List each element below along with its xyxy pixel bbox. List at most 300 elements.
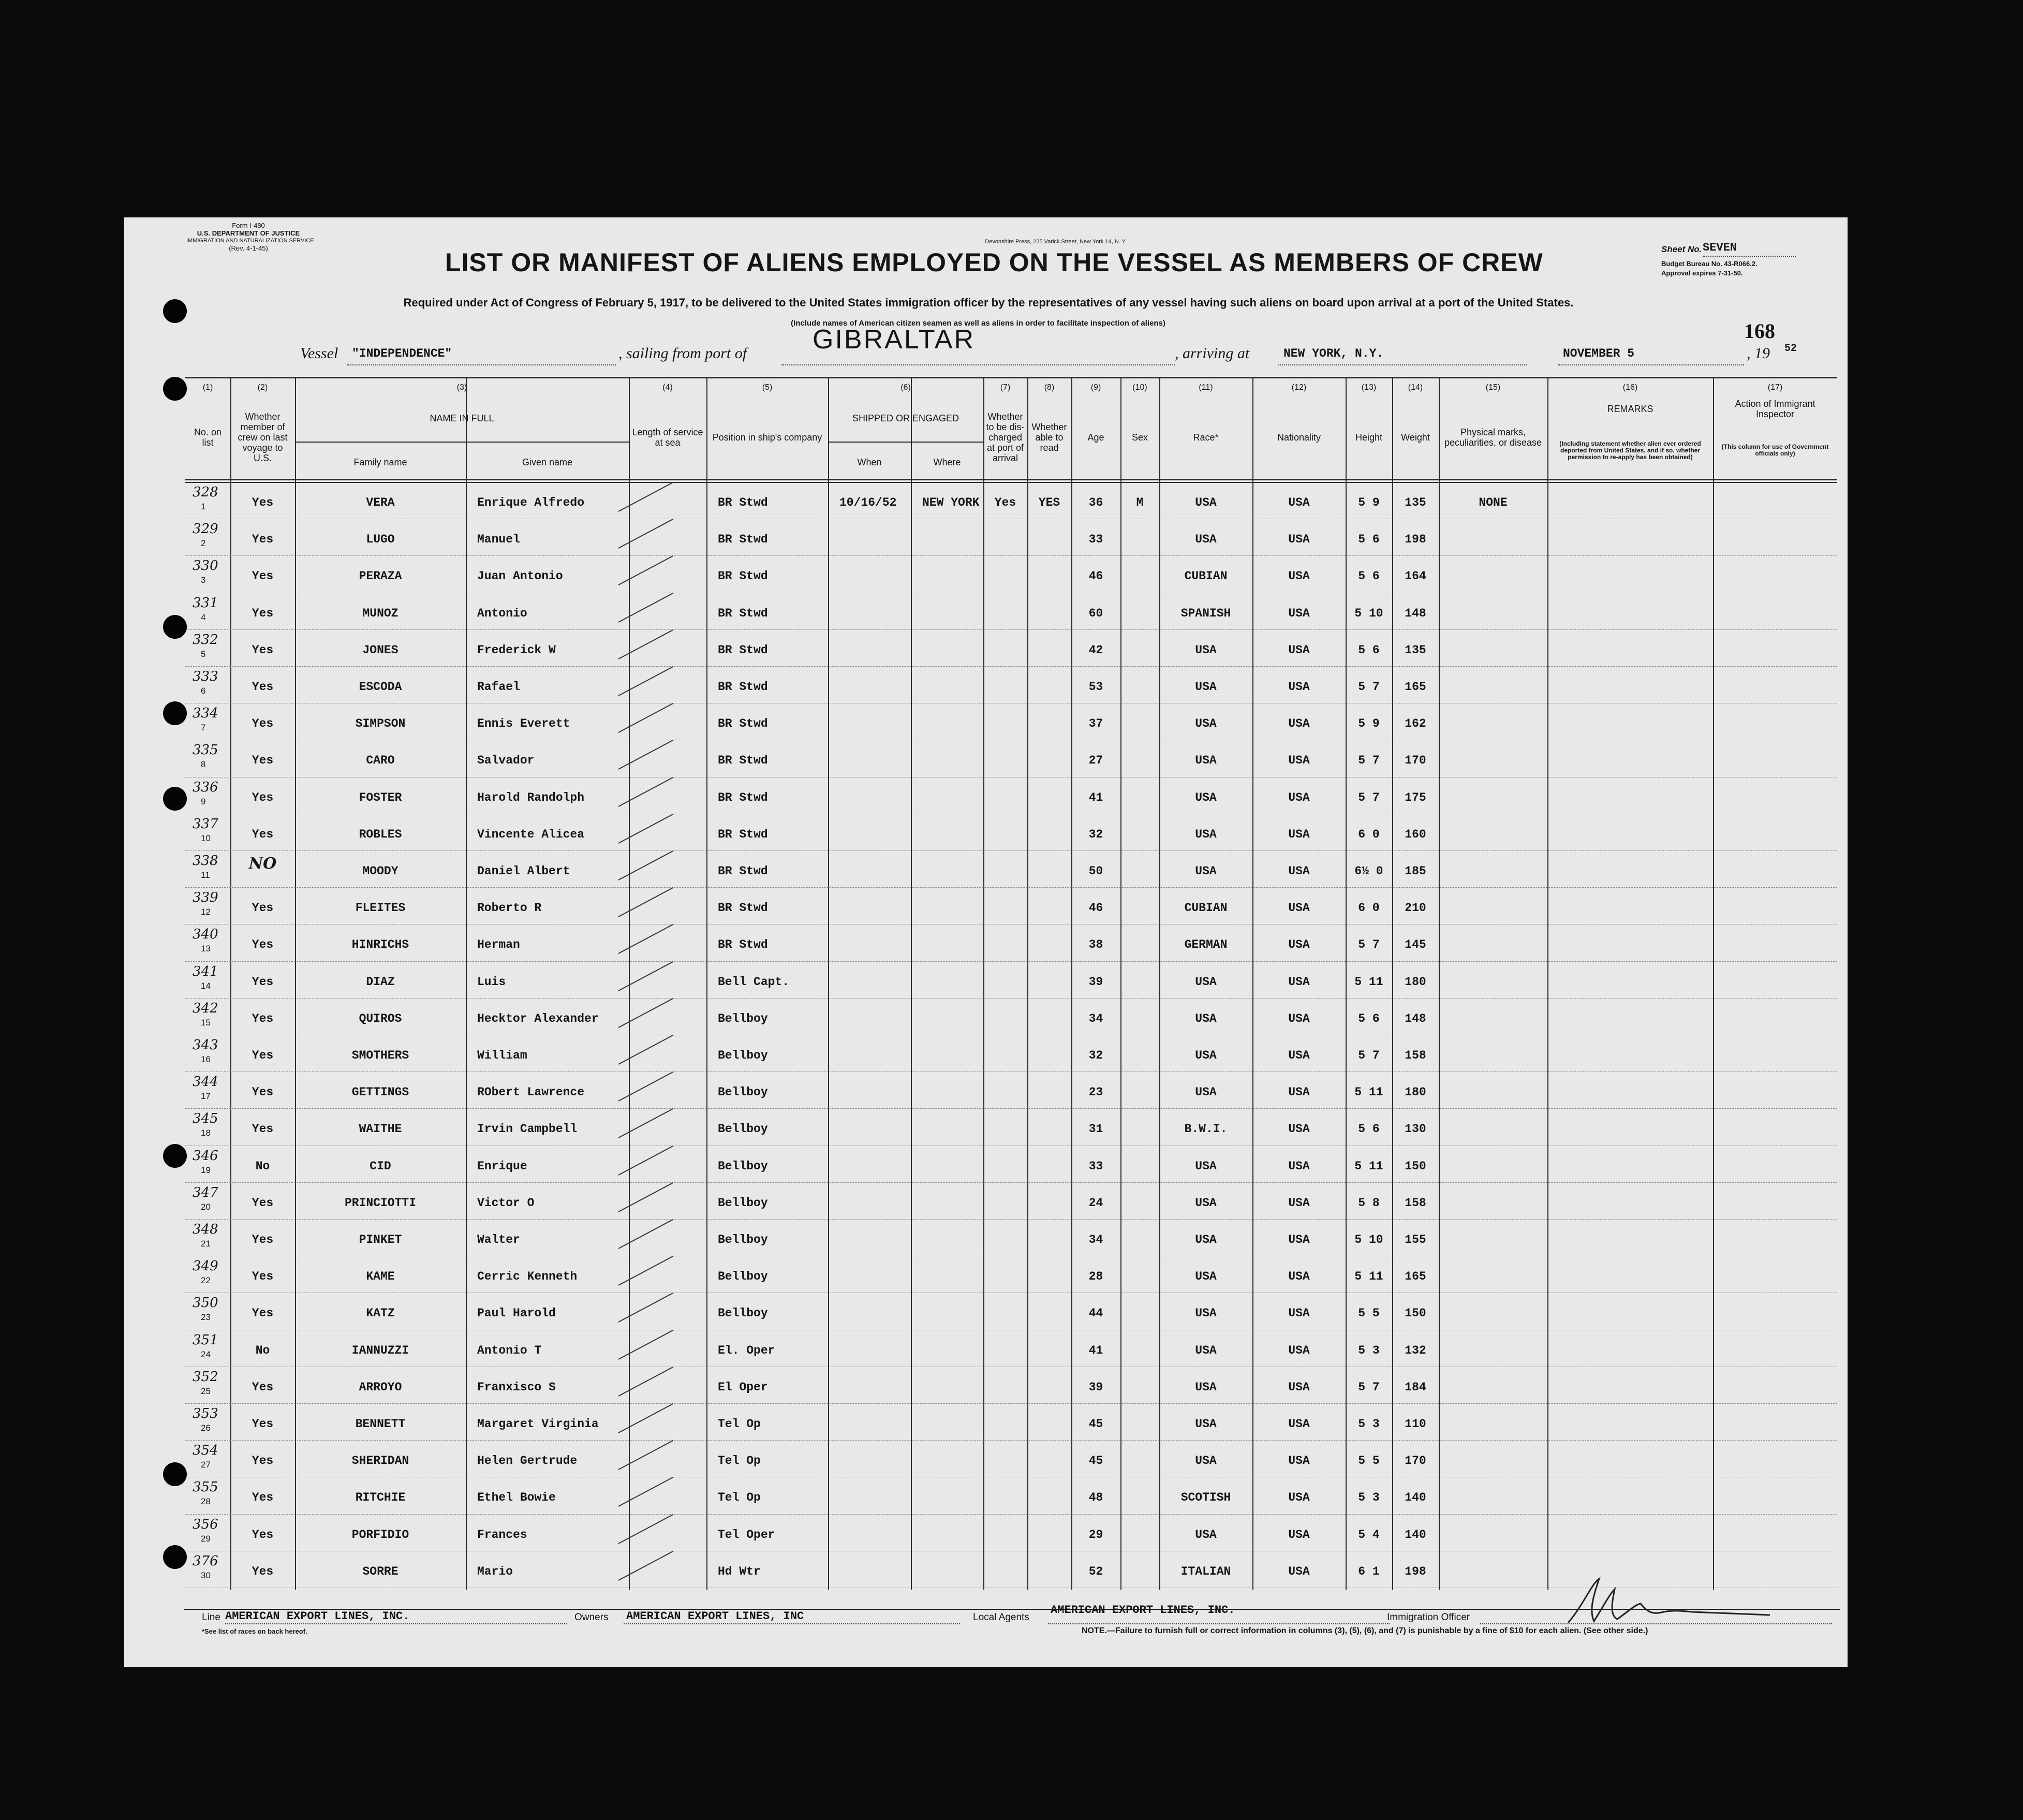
cell-family: GETTINGS xyxy=(351,1085,409,1099)
punch-hole xyxy=(163,1545,187,1569)
cell-age: 31 xyxy=(1088,1122,1103,1136)
cell-age: 45 xyxy=(1088,1454,1103,1468)
cell-family: ESCODA xyxy=(359,680,402,694)
service-slash-mark xyxy=(618,961,674,991)
cell-weight: 148 xyxy=(1405,1011,1426,1025)
table-row xyxy=(124,1000,1848,1037)
cell-family: MUNOZ xyxy=(362,606,398,620)
cell-position: BR Stwd xyxy=(718,569,768,583)
cell-family: CID xyxy=(370,1159,391,1173)
list-number: 341 xyxy=(193,963,218,979)
cell-crew: No xyxy=(255,1159,270,1173)
cell-age: 34 xyxy=(1088,1233,1103,1246)
cell-position: Bellboy xyxy=(718,1233,768,1246)
cell-age: 27 xyxy=(1088,754,1103,768)
service-slash-mark xyxy=(618,887,674,917)
column-number: (11) xyxy=(1199,383,1213,392)
table-row xyxy=(124,557,1848,594)
cell-position: BR Stwd xyxy=(718,643,768,657)
cell-position: Tel Op xyxy=(718,1417,761,1431)
cell-height: 6 0 xyxy=(1358,901,1380,915)
table-row xyxy=(124,742,1848,779)
shipped-subdivider xyxy=(911,442,912,479)
cell-age: 28 xyxy=(1088,1270,1103,1284)
cell-weight: 180 xyxy=(1405,1085,1426,1099)
cell-position: BR Stwd xyxy=(718,496,768,509)
races-note: *See list of races on back hereof. xyxy=(202,1627,307,1635)
cell-given: Luis xyxy=(477,975,506,989)
cell-given: Antonio xyxy=(477,606,527,620)
year-prefix: , 19 xyxy=(1747,345,1770,362)
list-number: 356 xyxy=(193,1516,218,1532)
cell-height: 5 9 xyxy=(1358,717,1380,731)
cell-weight: 160 xyxy=(1405,827,1426,841)
cell-age: 41 xyxy=(1088,790,1103,804)
header-given-name: Given name xyxy=(522,457,573,467)
cell-age: 44 xyxy=(1088,1307,1103,1320)
column-number: (10) xyxy=(1132,383,1147,392)
cell-nationality: USA xyxy=(1288,1528,1310,1542)
cell-race: USA xyxy=(1195,790,1217,804)
header-family-name: Family name xyxy=(353,457,407,467)
table-row xyxy=(124,1405,1848,1442)
line-label: Line xyxy=(202,1612,220,1623)
cell-height: 5 6 xyxy=(1358,643,1380,657)
cell-position: BR Stwd xyxy=(718,680,768,694)
cell-when: 10/16/52 xyxy=(839,496,897,509)
list-number: 329 xyxy=(193,521,218,537)
page-title: LIST OR MANIFEST OF ALIENS EMPLOYED ON THE VESSEL AS MEMBERS OF CREW xyxy=(445,248,1543,277)
line-number: 13 xyxy=(201,944,211,954)
cell-weight: 155 xyxy=(1405,1233,1426,1246)
service-slash-mark xyxy=(618,1072,674,1102)
cell-family: PORFIDIO xyxy=(351,1528,409,1542)
punch-hole xyxy=(163,1144,187,1168)
cell-given: Vincente Alicea xyxy=(477,827,585,841)
cell-race: SCOTISH xyxy=(1180,1491,1231,1505)
list-number: 334 xyxy=(193,706,218,722)
cell-nationality: USA xyxy=(1288,1122,1310,1136)
service-slash-mark xyxy=(618,1329,674,1359)
column-number: (14) xyxy=(1408,383,1423,392)
list-number: 343 xyxy=(193,1037,218,1053)
header-weight: Weight xyxy=(1401,432,1430,443)
cell-family: LUGO xyxy=(366,533,395,547)
cell-position: Tel Oper xyxy=(718,1528,775,1542)
cell-given: RObert Lawrence xyxy=(477,1085,585,1099)
column-number: (2) xyxy=(257,383,268,392)
cell-crew: Yes xyxy=(252,643,274,657)
cell-given: Daniel Albert xyxy=(477,864,570,878)
cell-weight: 162 xyxy=(1405,717,1426,731)
column-number: (12) xyxy=(1291,383,1307,392)
cell-nationality: USA xyxy=(1288,1491,1310,1505)
sailing-label: , sailing from port of xyxy=(618,345,747,362)
cell-age: 46 xyxy=(1088,901,1103,915)
cell-given: Victor O xyxy=(477,1196,535,1210)
service-slash-mark xyxy=(618,1367,674,1397)
service-slash-mark xyxy=(618,814,674,844)
service-slash-mark xyxy=(618,1551,674,1581)
list-number: 353 xyxy=(193,1406,218,1421)
cell-given: Herman xyxy=(477,938,520,952)
cell-position: BR Stwd xyxy=(718,717,768,731)
cell-nationality: USA xyxy=(1288,1343,1310,1357)
line-number: 5 xyxy=(201,649,206,659)
cell-crew: Yes xyxy=(252,533,274,547)
cell-crew: Yes xyxy=(252,1233,274,1246)
cell-crew: Yes xyxy=(252,1049,274,1062)
cell-height: 5 3 xyxy=(1358,1343,1380,1357)
header-position: Position in ship's company xyxy=(712,432,822,443)
cell-height: 5 7 xyxy=(1358,680,1380,694)
list-number: 330 xyxy=(193,558,218,574)
cell-family: ROBLES xyxy=(359,827,402,841)
line-number: 2 xyxy=(201,538,206,549)
cell-position: Tel Op xyxy=(718,1454,761,1468)
form-number: Form I-480 xyxy=(232,222,265,229)
line-number: 8 xyxy=(201,759,206,770)
cell-age: 41 xyxy=(1088,1343,1103,1357)
line-number: 14 xyxy=(201,980,211,991)
cell-age: 29 xyxy=(1088,1528,1103,1542)
line-number: 16 xyxy=(201,1054,211,1064)
cell-crew: Yes xyxy=(252,1011,274,1025)
cell-nationality: USA xyxy=(1288,1049,1310,1062)
cell-nationality: USA xyxy=(1288,1380,1310,1394)
cell-family: SORRE xyxy=(362,1564,398,1578)
cell-race: CUBIAN xyxy=(1184,569,1228,583)
vessel-name: "INDEPENDENCE" xyxy=(352,347,452,360)
list-number: 347 xyxy=(193,1184,218,1200)
list-number: 335 xyxy=(193,742,218,758)
cell-nationality: USA xyxy=(1288,1270,1310,1284)
punch-hole xyxy=(163,615,187,639)
shipped-subheader-rule xyxy=(828,442,983,443)
cell-family: PRINCIOTTI xyxy=(344,1196,417,1210)
cell-family: RITCHIE xyxy=(355,1491,406,1505)
cell-family: KATZ xyxy=(366,1307,395,1320)
cell-position: BR Stwd xyxy=(718,901,768,915)
table-row xyxy=(124,1442,1848,1479)
cell-race: USA xyxy=(1195,1196,1217,1210)
cell-family: FLEITES xyxy=(355,901,406,915)
cell-nationality: USA xyxy=(1288,975,1310,989)
cell-age: 32 xyxy=(1088,1049,1103,1062)
cell-race: GERMAN xyxy=(1184,938,1228,952)
cell-race: USA xyxy=(1195,1233,1217,1246)
cell-where: NEW YORK xyxy=(922,496,980,509)
service-slash-mark xyxy=(618,555,674,585)
table-row xyxy=(124,1258,1848,1295)
line-number: 27 xyxy=(201,1460,211,1470)
line-number: 18 xyxy=(201,1128,211,1138)
cell-crew: Yes xyxy=(252,1122,274,1136)
list-number: 348 xyxy=(193,1222,218,1237)
table-row xyxy=(124,521,1848,557)
line-value: AMERICAN EXPORT LINES, INC. xyxy=(225,1610,410,1623)
punch-hole xyxy=(163,377,187,401)
cell-position: Tel Op xyxy=(718,1491,761,1505)
header-age: Age xyxy=(1087,432,1104,443)
table-row xyxy=(124,963,1848,1000)
cell-position: El. Oper xyxy=(718,1343,775,1357)
service-slash-mark xyxy=(618,998,674,1028)
cell-height: 5 7 xyxy=(1358,1380,1380,1394)
cell-race: CUBIAN xyxy=(1184,901,1228,915)
table-row xyxy=(124,1074,1848,1110)
column-number: (7) xyxy=(1000,383,1011,392)
sheet-underline xyxy=(1703,256,1796,257)
cell-position: Bell Capt. xyxy=(718,975,790,989)
cell-age: 34 xyxy=(1088,1011,1103,1025)
department-name: U.S. DEPARTMENT OF JUSTICE xyxy=(197,229,300,237)
cell-given: Rafael xyxy=(477,680,520,694)
table-row xyxy=(124,1184,1848,1221)
cell-position: El Oper xyxy=(718,1380,768,1394)
printer-imprint: Devonshire Press, 225 Varick Street, New York 14, N. Y. xyxy=(985,239,1127,245)
line-number: 25 xyxy=(201,1386,211,1396)
line-number: 26 xyxy=(201,1423,211,1433)
subtitle-note: (Include names of American citizen seamen as well as aliens in order to facilitate inspection of aliens) xyxy=(791,319,1165,328)
cell-weight: 130 xyxy=(1405,1122,1426,1136)
cell-given: Salvador xyxy=(477,754,535,768)
list-number: 355 xyxy=(193,1479,218,1495)
cell-crew: Yes xyxy=(252,975,274,989)
line-number: 17 xyxy=(201,1091,211,1102)
line-number: 21 xyxy=(201,1239,211,1249)
cell-weight: 132 xyxy=(1405,1343,1426,1357)
name-subheader-rule xyxy=(295,442,629,443)
header-sex: Sex xyxy=(1131,432,1148,443)
header-length-service: Length of service at sea xyxy=(632,427,703,448)
cell-height: 6½ 0 xyxy=(1354,864,1383,878)
cell-age: 36 xyxy=(1088,496,1103,509)
cell-height: 5 8 xyxy=(1358,1196,1380,1210)
table-row xyxy=(124,705,1848,742)
service-slash-mark xyxy=(618,1219,674,1249)
vessel-underline xyxy=(347,364,616,365)
header-remarks: REMARKS xyxy=(1607,404,1653,414)
list-number: 346 xyxy=(193,1148,218,1164)
cell-nationality: USA xyxy=(1288,717,1310,731)
list-number: 336 xyxy=(193,779,218,795)
service-slash-mark xyxy=(618,519,674,549)
cell-age: 38 xyxy=(1088,938,1103,952)
cell-weight: 185 xyxy=(1405,864,1426,878)
cell-family: HINRICHS xyxy=(351,938,409,952)
table-row xyxy=(124,926,1848,963)
cell-height: 5 9 xyxy=(1358,496,1380,509)
cell-crew: Yes xyxy=(252,1307,274,1320)
service-slash-mark xyxy=(618,666,674,696)
list-number: 340 xyxy=(193,927,218,943)
cell-family: VERA xyxy=(366,496,395,509)
header-action-note: (This column for use of Government officials only) xyxy=(1721,443,1829,457)
cell-given: Frances xyxy=(477,1528,527,1542)
cell-read: YES xyxy=(1038,496,1060,509)
cell-position: BR Stwd xyxy=(718,533,768,547)
list-number: 332 xyxy=(193,632,218,648)
cell-race: USA xyxy=(1195,1528,1217,1542)
header-no-on-list: No. on list xyxy=(194,427,222,448)
sailing-port: GIBRALTAR xyxy=(813,325,976,355)
cell-position: Bellboy xyxy=(718,1307,768,1320)
cell-nationality: USA xyxy=(1288,606,1310,620)
header-where: Where xyxy=(933,457,961,467)
cell-height: 5 6 xyxy=(1358,569,1380,583)
cell-given: Manuel xyxy=(477,533,520,547)
service-slash-mark xyxy=(618,1145,674,1175)
cell-family: ARROYO xyxy=(359,1380,402,1394)
cell-race: USA xyxy=(1195,1307,1217,1320)
table-row xyxy=(124,1369,1848,1405)
cell-crew: Yes xyxy=(252,1085,274,1099)
service-slash-mark xyxy=(618,482,674,512)
cell-height: 5 7 xyxy=(1358,1049,1380,1062)
cell-height: 5 7 xyxy=(1358,790,1380,804)
cell-height: 5 6 xyxy=(1358,1011,1380,1025)
cell-crew: Yes xyxy=(252,790,274,804)
table-header-rule-2 xyxy=(185,482,1837,483)
table-top-rule xyxy=(185,377,1837,378)
list-number: 333 xyxy=(193,669,218,684)
service-slash-mark xyxy=(618,1035,674,1065)
subtitle: Required under Act of Congress of February 5, 1917, to be delivered to the United States immigration officer by the representatives of any vessel having such aliens on board upon arrival at a port of the United States. xyxy=(403,296,1574,309)
cell-given: Enrique Alfredo xyxy=(477,496,585,509)
cell-weight: 150 xyxy=(1405,1307,1426,1320)
cell-family: SMOTHERS xyxy=(351,1049,409,1062)
line-number: 22 xyxy=(201,1275,211,1286)
cell-race: USA xyxy=(1195,1049,1217,1062)
penalty-note: NOTE.—Failure to furnish full or correct information in columns (3), (5), (6), and (7) is punishable by a fine of $10 for each alien. (See other side.) xyxy=(1082,1626,1648,1635)
cell-race: USA xyxy=(1195,1270,1217,1284)
line-number: 1 xyxy=(201,502,206,511)
cell-discharged: Yes xyxy=(994,496,1016,509)
cell-weight: 135 xyxy=(1405,496,1426,509)
cell-weight: 140 xyxy=(1405,1528,1426,1542)
cell-age: 42 xyxy=(1088,643,1103,657)
table-row xyxy=(124,853,1848,889)
cell-family: BENNETT xyxy=(355,1417,406,1431)
line-number: 30 xyxy=(201,1570,211,1580)
cell-given: Paul Harold xyxy=(477,1307,556,1320)
cell-weight: 180 xyxy=(1405,975,1426,989)
cell-given: Ethel Bowie xyxy=(477,1491,556,1505)
cell-height: 5 11 xyxy=(1354,1270,1383,1284)
cell-nationality: USA xyxy=(1288,1417,1310,1431)
cell-nationality: USA xyxy=(1288,790,1310,804)
cell-height: 5 6 xyxy=(1358,1122,1380,1136)
cell-crew: Yes xyxy=(252,901,274,915)
cell-weight: 165 xyxy=(1405,1270,1426,1284)
cell-given: Antonio T xyxy=(477,1343,542,1357)
line-underline xyxy=(225,1623,567,1624)
list-number: 339 xyxy=(193,890,218,906)
cell-weight: 148 xyxy=(1405,606,1426,620)
column-number: (8) xyxy=(1044,383,1055,392)
arriving-label: , arriving at xyxy=(1175,345,1250,362)
cell-given: Frederick W xyxy=(477,643,556,657)
cell-family: SIMPSON xyxy=(355,717,406,731)
table-row xyxy=(124,632,1848,668)
budget-bureau: Budget Bureau No. 43-R066.2. xyxy=(1661,260,1758,268)
service-name: IMMIGRATION AND NATURALIZATION SERVICE xyxy=(186,238,314,244)
table-row xyxy=(124,668,1848,705)
cell-given: Juan Antonio xyxy=(477,569,563,583)
list-number: 344 xyxy=(193,1074,218,1090)
service-slash-mark xyxy=(618,629,674,659)
cell-race: USA xyxy=(1195,1454,1217,1468)
column-number: (5) xyxy=(762,383,773,392)
cell-family: KAME xyxy=(366,1270,395,1284)
line-number: 12 xyxy=(201,907,211,917)
cell-age: 37 xyxy=(1088,717,1103,731)
cell-weight: 198 xyxy=(1405,1564,1426,1578)
cell-crew: Yes xyxy=(252,606,274,620)
cell-race: USA xyxy=(1195,1380,1217,1394)
line-number: 4 xyxy=(201,612,206,622)
header-whether-member: Whether member of crew on last voyage to U.S. xyxy=(238,412,288,463)
table-header-rule xyxy=(185,479,1837,480)
cell-given: Hecktor Alexander xyxy=(477,1011,599,1025)
column-number: (17) xyxy=(1767,383,1783,392)
table-row xyxy=(124,1553,1848,1590)
list-number: 331 xyxy=(193,595,218,611)
cell-race: USA xyxy=(1195,1011,1217,1025)
cell-position: Bellboy xyxy=(718,1196,768,1210)
cell-position: BR Stwd xyxy=(718,606,768,620)
service-slash-mark xyxy=(618,1182,674,1212)
table-row xyxy=(124,1221,1848,1258)
cell-race: USA xyxy=(1195,680,1217,694)
header-able-to-read: Whether able to read xyxy=(1031,422,1067,453)
cell-age: 52 xyxy=(1088,1564,1103,1578)
cell-given: Irvin Campbell xyxy=(477,1122,578,1136)
list-number: 354 xyxy=(193,1443,218,1459)
cell-family: IANNUZZI xyxy=(351,1343,409,1357)
punch-hole xyxy=(163,299,187,323)
line-number: 19 xyxy=(201,1165,211,1175)
service-slash-mark xyxy=(618,592,674,622)
cell-given: William xyxy=(477,1049,527,1062)
header-shipped: SHIPPED OR ENGAGED xyxy=(852,413,959,423)
cell-height: 6 1 xyxy=(1358,1564,1380,1578)
cell-nationality: USA xyxy=(1288,1159,1310,1173)
form-revision: (Rev. 4-1-45) xyxy=(229,244,268,252)
cell-age: 33 xyxy=(1088,533,1103,547)
cell-nationality: USA xyxy=(1288,938,1310,952)
cell-nationality: USA xyxy=(1288,1564,1310,1578)
vessel-label: Vessel xyxy=(300,345,338,362)
page-number: 168 xyxy=(1744,319,1775,343)
service-slash-mark xyxy=(618,1440,674,1470)
header-remarks-note: (Including statement whether alien ever ordered deported from United States, and if so, whether permission to re-apply has been obtained) xyxy=(1559,439,1701,461)
cell-weight: 184 xyxy=(1405,1380,1426,1394)
cell-weight: 145 xyxy=(1405,938,1426,952)
line-number: 7 xyxy=(201,723,206,733)
cell-race: USA xyxy=(1195,975,1217,989)
arriving-port: NEW YORK, N.Y. xyxy=(1283,347,1384,360)
column-number: (15) xyxy=(1485,383,1501,392)
cell-crew: Yes xyxy=(252,569,274,583)
header-name-in-full: NAME IN FULL xyxy=(430,413,494,423)
cell-race: USA xyxy=(1195,1085,1217,1099)
cell-weight: 175 xyxy=(1405,790,1426,804)
table-row xyxy=(124,1037,1848,1074)
cell-nationality: USA xyxy=(1288,680,1310,694)
sheet-value: SEVEN xyxy=(1703,241,1737,254)
